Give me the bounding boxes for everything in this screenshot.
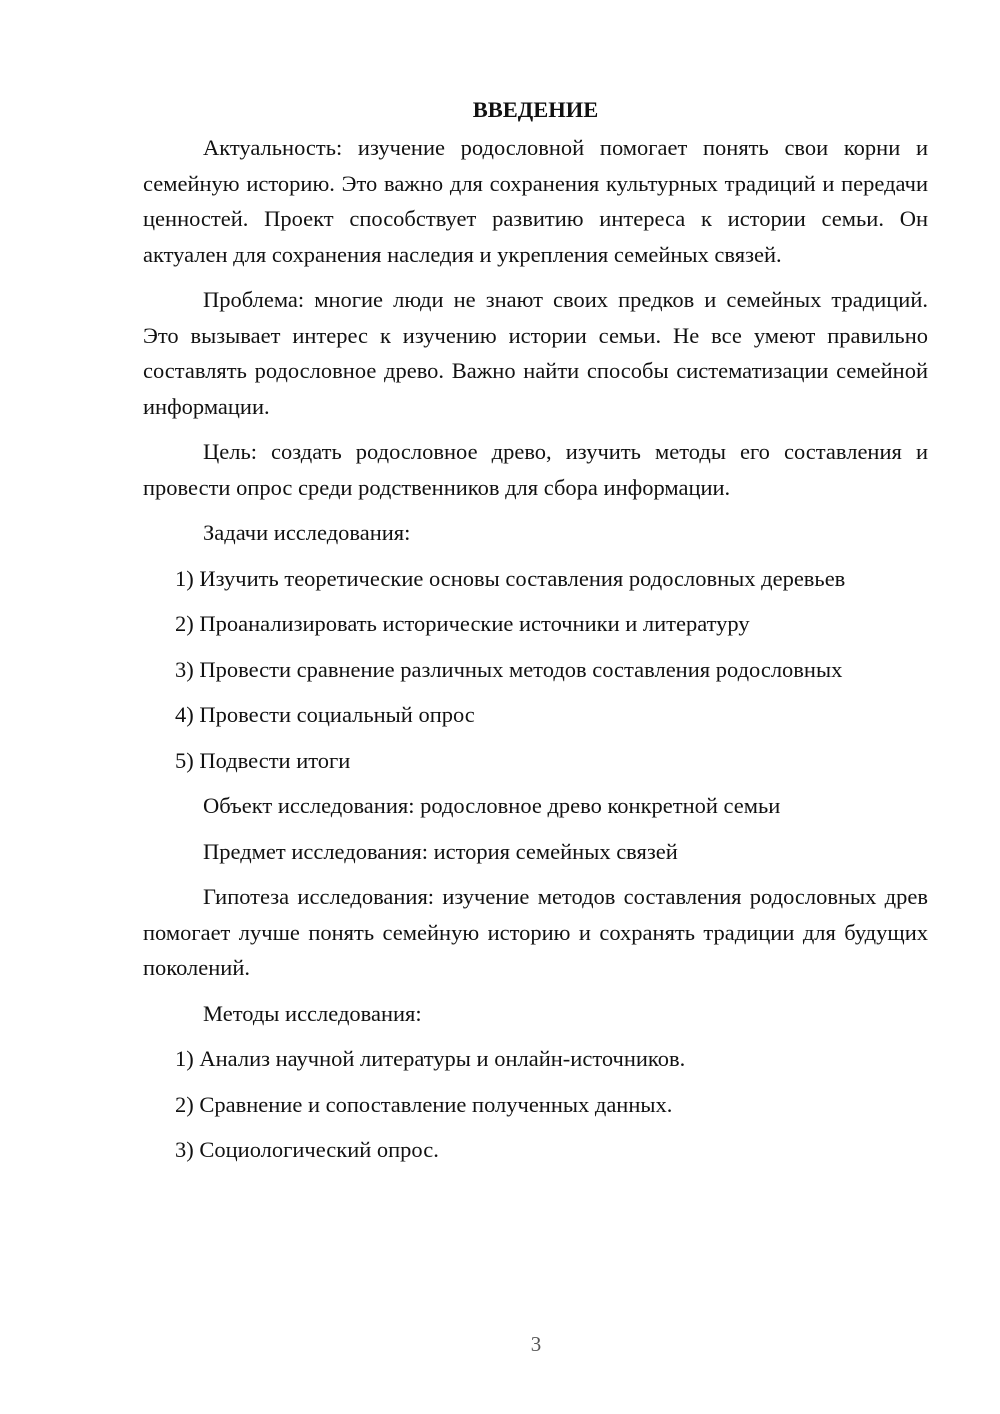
- list-item: 1) Анализ научной литературы и онлайн-источников.: [175, 1046, 686, 1071]
- list-item: 4) Провести социальный опрос: [175, 702, 475, 727]
- page-number: 3: [530, 1332, 542, 1356]
- section-heading: ВВЕДЕНИЕ: [472, 97, 599, 122]
- hypothesis-paragraph: Гипотеза исследования: изучение методов составления родословных древ помогает лучше понять семейную историю и сохранять традиции для будущих поколений.: [143, 884, 928, 980]
- methods-list: [143, 1041, 928, 1168]
- list-item: 2) Сравнение и сопоставление полученных данных.: [175, 1091, 673, 1117]
- tasks-list: [143, 561, 928, 779]
- goal-paragraph: Цель: создать родословное древо, изучить методы его составления и провести опрос среди родственников для сбора информации.: [143, 439, 928, 500]
- list-item: 3) Социологический опрос.: [175, 1137, 439, 1162]
- subject-paragraph: Предмет исследования: история семейных связей: [203, 838, 678, 864]
- document-body: [143, 90, 928, 1178]
- tasks-title: Задачи исследования:: [203, 520, 411, 545]
- list-item: 2) Проанализировать исторические источники и литературу: [175, 611, 750, 636]
- relevance-paragraph: Актуальность: изучение родословной помогает понять свои корни и семейную историю. Это важно для сохранения культурных традиций и передачи ценностей. Проект способствует развитию интереса к истории семьи. Он актуален для сохранения наследия и укрепления семейных связей.: [143, 135, 928, 267]
- problem-paragraph: Проблема: многие люди не знают своих предков и семейных традиций. Это вызывает интерес к изучению истории семьи. Не все умеют правильно составлять родословное древо. Важно найти способы систематизации семейной информации.: [143, 287, 928, 419]
- methods-title: Методы исследования:: [203, 1000, 422, 1026]
- list-item: 1) Изучить теоретические основы составления родословных деревьев: [175, 565, 846, 591]
- object-paragraph: Объект исследования: родословное древо конкретной семьи: [203, 793, 781, 818]
- list-item: 3) Провести сравнение различных методов составления родословных: [175, 656, 843, 682]
- list-item: 5) Подвести итоги: [175, 747, 351, 773]
